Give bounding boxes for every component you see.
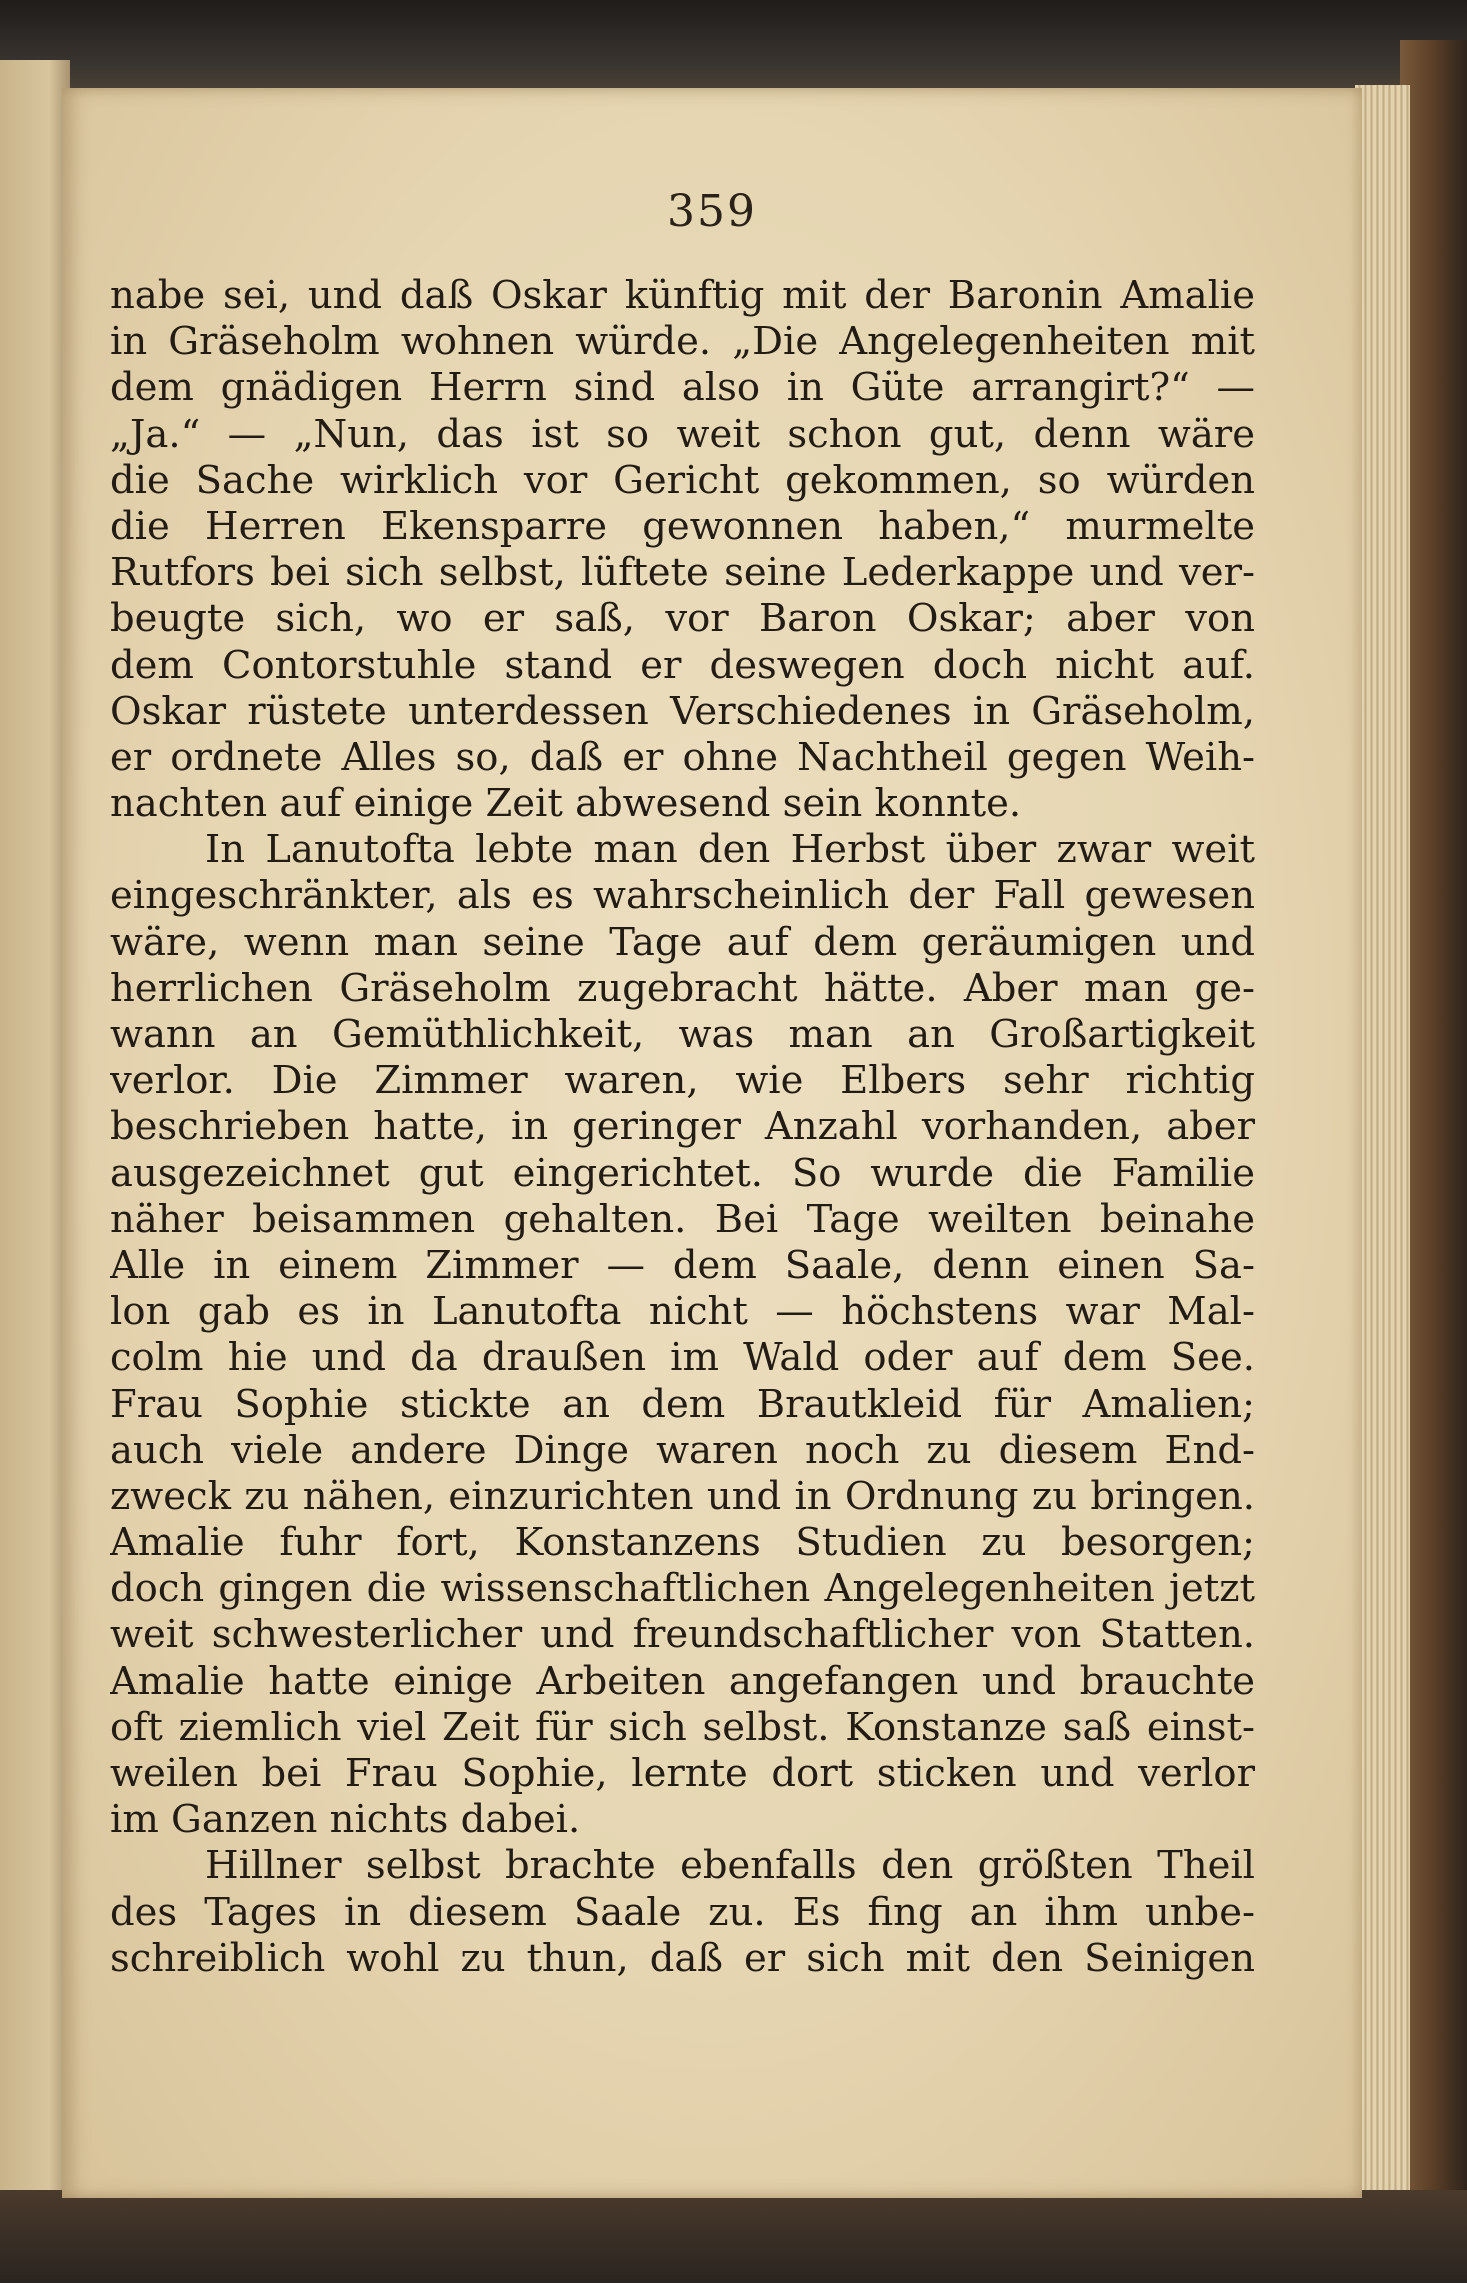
- text-line: die Herren Ekensparre gewonnen haben,“ murmelte: [110, 503, 1255, 549]
- text-line: verlor. Die Zimmer waren, wie Elbers sehr richtig: [110, 1058, 1255, 1104]
- text-line: colm hie und da draußen im Wald oder auf dem See.: [110, 1335, 1255, 1381]
- text-line: herrlichen Gräseholm zugebracht hätte. Aber man ge-: [110, 965, 1255, 1011]
- text-line: dem gnädigen Herrn sind also in Güte arrangirt?“ —: [110, 365, 1255, 411]
- text-line: doch gingen die wissenschaftlichen Angelegenheiten jetzt: [110, 1566, 1255, 1612]
- text-line: wann an Gemüthlichkeit, was man an Großartigkeit: [110, 1012, 1255, 1057]
- text-line: eingeschränkter, als es wahrscheinlich der Fall gewesen: [110, 873, 1255, 919]
- text-line: In Lanutofta lebte man den Herbst über zwar weit: [205, 827, 1255, 873]
- body-text: [110, 273, 1255, 1982]
- text-line: Amalie hatte einige Arbeiten angefangen und brauchte: [110, 1658, 1255, 1704]
- text-line: näher beisammen gehalten. Bei Tage weilten beinahe: [110, 1196, 1255, 1242]
- book-cover-bottom: [0, 2190, 1467, 2283]
- text-line: er ordnete Alles so, daß er ohne Nachtheil gegen Weih-: [110, 734, 1255, 780]
- text-line: im Ganzen nichts dabei.: [110, 1797, 581, 1843]
- text-line: die Sache wirklich vor Gericht gekommen, so würden: [110, 457, 1255, 503]
- text-line: nabe sei, und daß Oskar künftig mit der Baronin Amalie: [110, 273, 1255, 318]
- text-line: Rutfors bei sich selbst, lüftete seine Lederkappe und ver-: [110, 550, 1255, 596]
- text-line: dem Contorstuhle stand er deswegen doch nicht auf.: [110, 642, 1255, 688]
- page-edges: [1355, 85, 1410, 2205]
- book-page: [62, 88, 1362, 2198]
- text-line: oft ziemlich viel Zeit für sich selbst. Konstanze saß einst-: [110, 1704, 1255, 1750]
- text-line: ausgezeichnet gut eingerichtet. So wurde die Familie: [110, 1150, 1255, 1196]
- text-line: weit schwesterlicher und freundschaftlicher von Statten.: [110, 1612, 1255, 1658]
- page-number: 359: [667, 186, 757, 237]
- text-line: des Tages in diesem Saale zu. Es fing an ihm unbe-: [110, 1889, 1255, 1935]
- text-line: nachten auf einige Zeit abwesend sein konnte.: [110, 781, 1022, 827]
- text-line: Frau Sophie stickte an dem Brautkleid für Amalien;: [110, 1381, 1255, 1427]
- book-cover-right: [1400, 40, 1467, 2240]
- text-line: beugte sich, wo er saß, vor Baron Oskar; aber von: [110, 596, 1255, 642]
- text-line: auch viele andere Dinge waren noch zu diesem End-: [110, 1427, 1255, 1473]
- facing-page-edge: [0, 60, 70, 2220]
- text-line: Hillner selbst brachte ebenfalls den größten Theil: [205, 1843, 1255, 1889]
- text-line: Oskar rüstete unterdessen Verschiedenes in Gräseholm,: [110, 688, 1255, 734]
- text-line: Amalie fuhr fort, Konstanzens Studien zu besorgen;: [110, 1520, 1255, 1566]
- text-line: beschrieben hatte, in geringer Anzahl vorhanden, aber: [110, 1104, 1255, 1150]
- text-line: lon gab es in Lanutofta nicht — höchstens war Mal-: [110, 1289, 1255, 1335]
- text-line: weilen bei Frau Sophie, lernte dort sticken und verlor: [110, 1751, 1255, 1796]
- text-line: zweck zu nähen, einzurichten und in Ordnung zu bringen.: [110, 1473, 1255, 1519]
- text-line: in Gräseholm wohnen würde. „Die Angelegenheiten mit: [110, 319, 1255, 365]
- text-line: Alle in einem Zimmer — dem Saale, denn einen Sa-: [110, 1242, 1255, 1288]
- text-line: wäre, wenn man seine Tage auf dem geräumigen und: [110, 919, 1255, 965]
- text-line: schreiblich wohl zu thun, daß er sich mit den Seinigen: [110, 1935, 1255, 1981]
- text-line: „Ja.“ — „Nun, das ist so weit schon gut, denn wäre: [110, 411, 1255, 457]
